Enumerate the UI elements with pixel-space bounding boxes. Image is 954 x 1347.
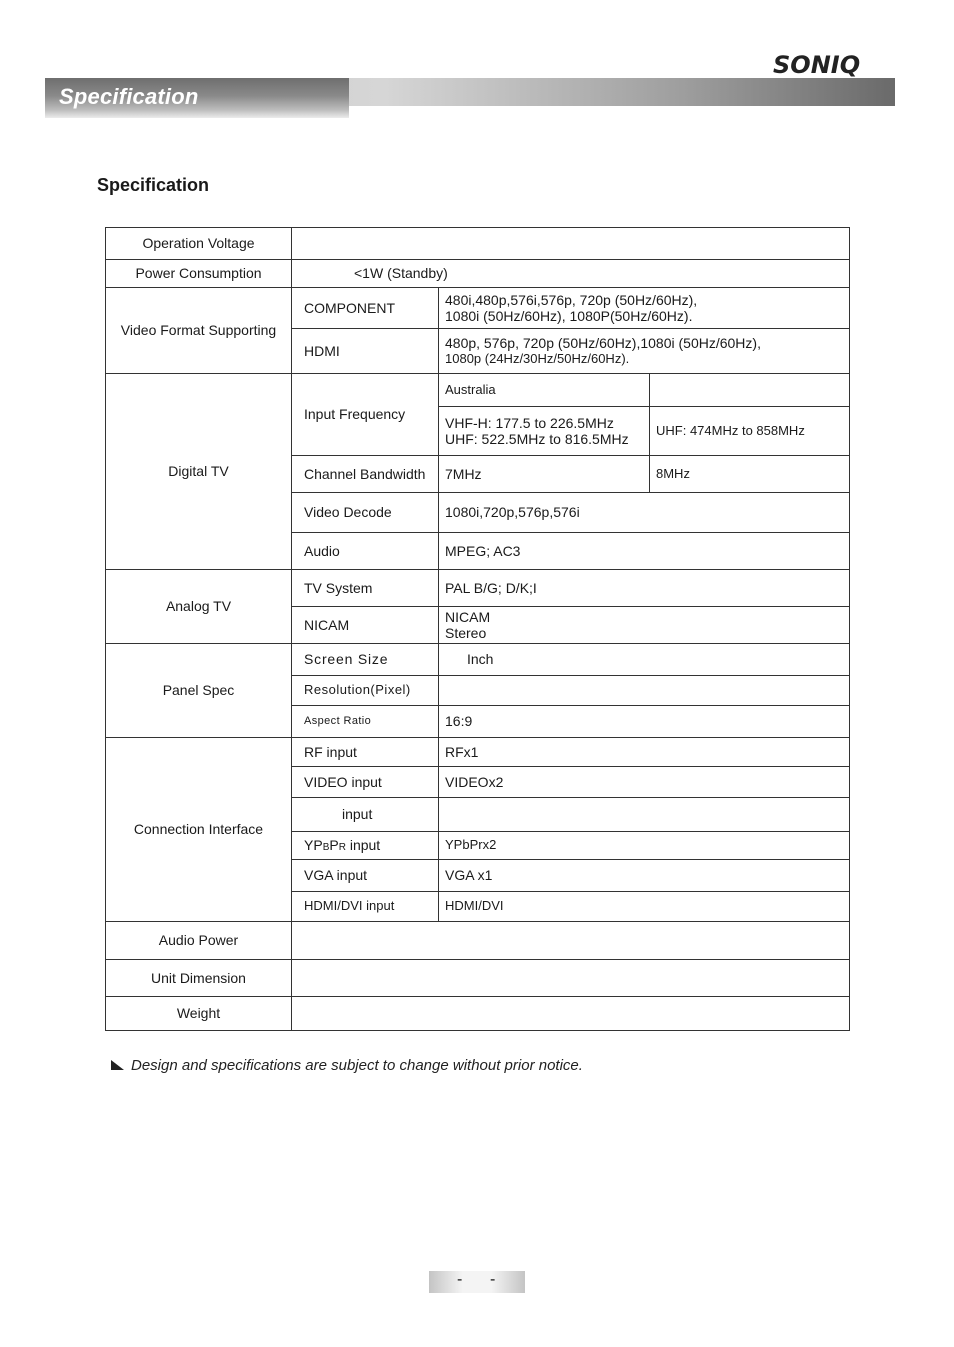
cell-value: MPEG; AC3 — [439, 533, 850, 570]
cell-value: 7MHz — [439, 456, 650, 493]
row-label: Operation Voltage — [106, 228, 292, 260]
label-part: input — [345, 837, 381, 854]
cell-value: VGA x1 — [439, 860, 850, 892]
sub-label: Input Frequency — [292, 374, 439, 456]
sub-label: VGA input — [292, 860, 439, 892]
row-label: Unit Dimension — [106, 960, 292, 997]
cell-value: PAL B/G; D/K;I — [439, 570, 850, 607]
row-value: <1W (Standby) — [292, 260, 850, 288]
row-label: Connection Interface — [106, 738, 292, 922]
row-label: Digital TV — [106, 374, 292, 570]
cell-value: HDMI/DVI — [439, 892, 850, 922]
sub-label: VIDEO input — [292, 767, 439, 798]
value-line: 480p, 576p, 720p (50Hz/60Hz),1080i (50Hz/60Hz), — [445, 335, 761, 352]
cell-value: YPbPrx2 — [439, 832, 850, 860]
page-dash-left: - — [457, 1271, 463, 1288]
cell-value: 1080i,720p,576p,576i — [439, 493, 850, 533]
table-row — [106, 922, 850, 960]
sub-label: Channel Bandwidth — [292, 456, 439, 493]
value-line: UHF: 522.5MHz to 816.5MHz — [445, 431, 629, 447]
sub-label: Resolution(Pixel) — [292, 676, 439, 706]
table-row — [106, 738, 850, 767]
cell-value: UHF: 474MHz to 858MHz — [650, 407, 850, 456]
value-line: 1080i (50Hz/60Hz), 1080P(50Hz/60Hz). — [445, 308, 693, 324]
row-label: Video Format Supporting — [106, 288, 292, 374]
value-line: VHF-H: 177.5 to 226.5MHz — [445, 414, 614, 431]
cell-value — [439, 407, 650, 456]
table-row — [106, 570, 850, 607]
cell-value: 8MHz — [650, 456, 850, 493]
cell-value: VIDEOx2 — [439, 767, 850, 798]
note-triangle-icon — [111, 1060, 124, 1070]
sub-label: RF input — [292, 738, 439, 767]
table-row — [106, 644, 850, 676]
row-label: Panel Spec — [106, 644, 292, 738]
cell-value — [439, 607, 850, 644]
row-label: Weight — [106, 997, 292, 1031]
page-dash-right: - — [490, 1271, 496, 1288]
sub-label: TV System — [292, 570, 439, 607]
label-part: R — [338, 842, 346, 854]
soniq-logo — [773, 52, 877, 78]
row-label: Power Consumption — [106, 260, 292, 288]
row-label: Audio Power — [106, 922, 292, 960]
sub-label: Audio — [292, 533, 439, 570]
row-value — [292, 997, 850, 1031]
row-value — [292, 960, 850, 997]
sub-label: Video Decode — [292, 493, 439, 533]
cell-value: 16:9 — [439, 706, 850, 738]
sub-label: HDMI/DVI input — [292, 892, 439, 922]
sub-label: COMPONENT — [292, 288, 439, 329]
row-value — [292, 922, 850, 960]
table-row — [106, 374, 850, 407]
row-label: Analog TV — [106, 570, 292, 644]
cell-value: RFx1 — [439, 738, 850, 767]
page-header-title: Specification — [59, 84, 199, 109]
page-number-box — [429, 1271, 525, 1293]
cell-value — [439, 676, 850, 706]
sub-label: HDMI — [292, 329, 439, 374]
table-row — [106, 288, 850, 329]
cell-value — [439, 329, 850, 374]
table-row — [106, 997, 850, 1031]
sub-label: NICAM — [292, 607, 439, 644]
value-line: 1080p (24Hz/30Hz/50Hz/60Hz). — [445, 350, 630, 366]
table-row — [106, 960, 850, 997]
sub-label: input — [292, 798, 439, 832]
value-line: 480i,480p,576i,576p, 720p (50Hz/60Hz), — [445, 291, 698, 308]
spec-table — [105, 227, 850, 1031]
brand-logo-text: SONIQ — [773, 52, 861, 78]
table-row — [106, 260, 850, 288]
section-title: Specification — [97, 175, 210, 195]
label-part: B — [322, 842, 330, 854]
disclaimer-note: Design and specifications are subject to change without prior notice. — [131, 1057, 583, 1074]
cell-value — [650, 374, 850, 407]
value-line: Stereo — [445, 625, 487, 641]
label-part: P — [329, 837, 339, 854]
cell-value — [439, 798, 850, 832]
cell-value: Australia — [439, 374, 650, 407]
sub-label — [292, 832, 439, 860]
cell-value — [439, 288, 850, 329]
table-row — [106, 228, 850, 260]
sub-label: Screen Size — [292, 644, 439, 676]
row-value — [292, 228, 850, 260]
value-line: NICAM — [445, 608, 491, 625]
cell-value: Inch — [439, 644, 850, 676]
sub-label: Aspect Ratio — [292, 706, 439, 738]
label-part: YP — [304, 837, 323, 854]
